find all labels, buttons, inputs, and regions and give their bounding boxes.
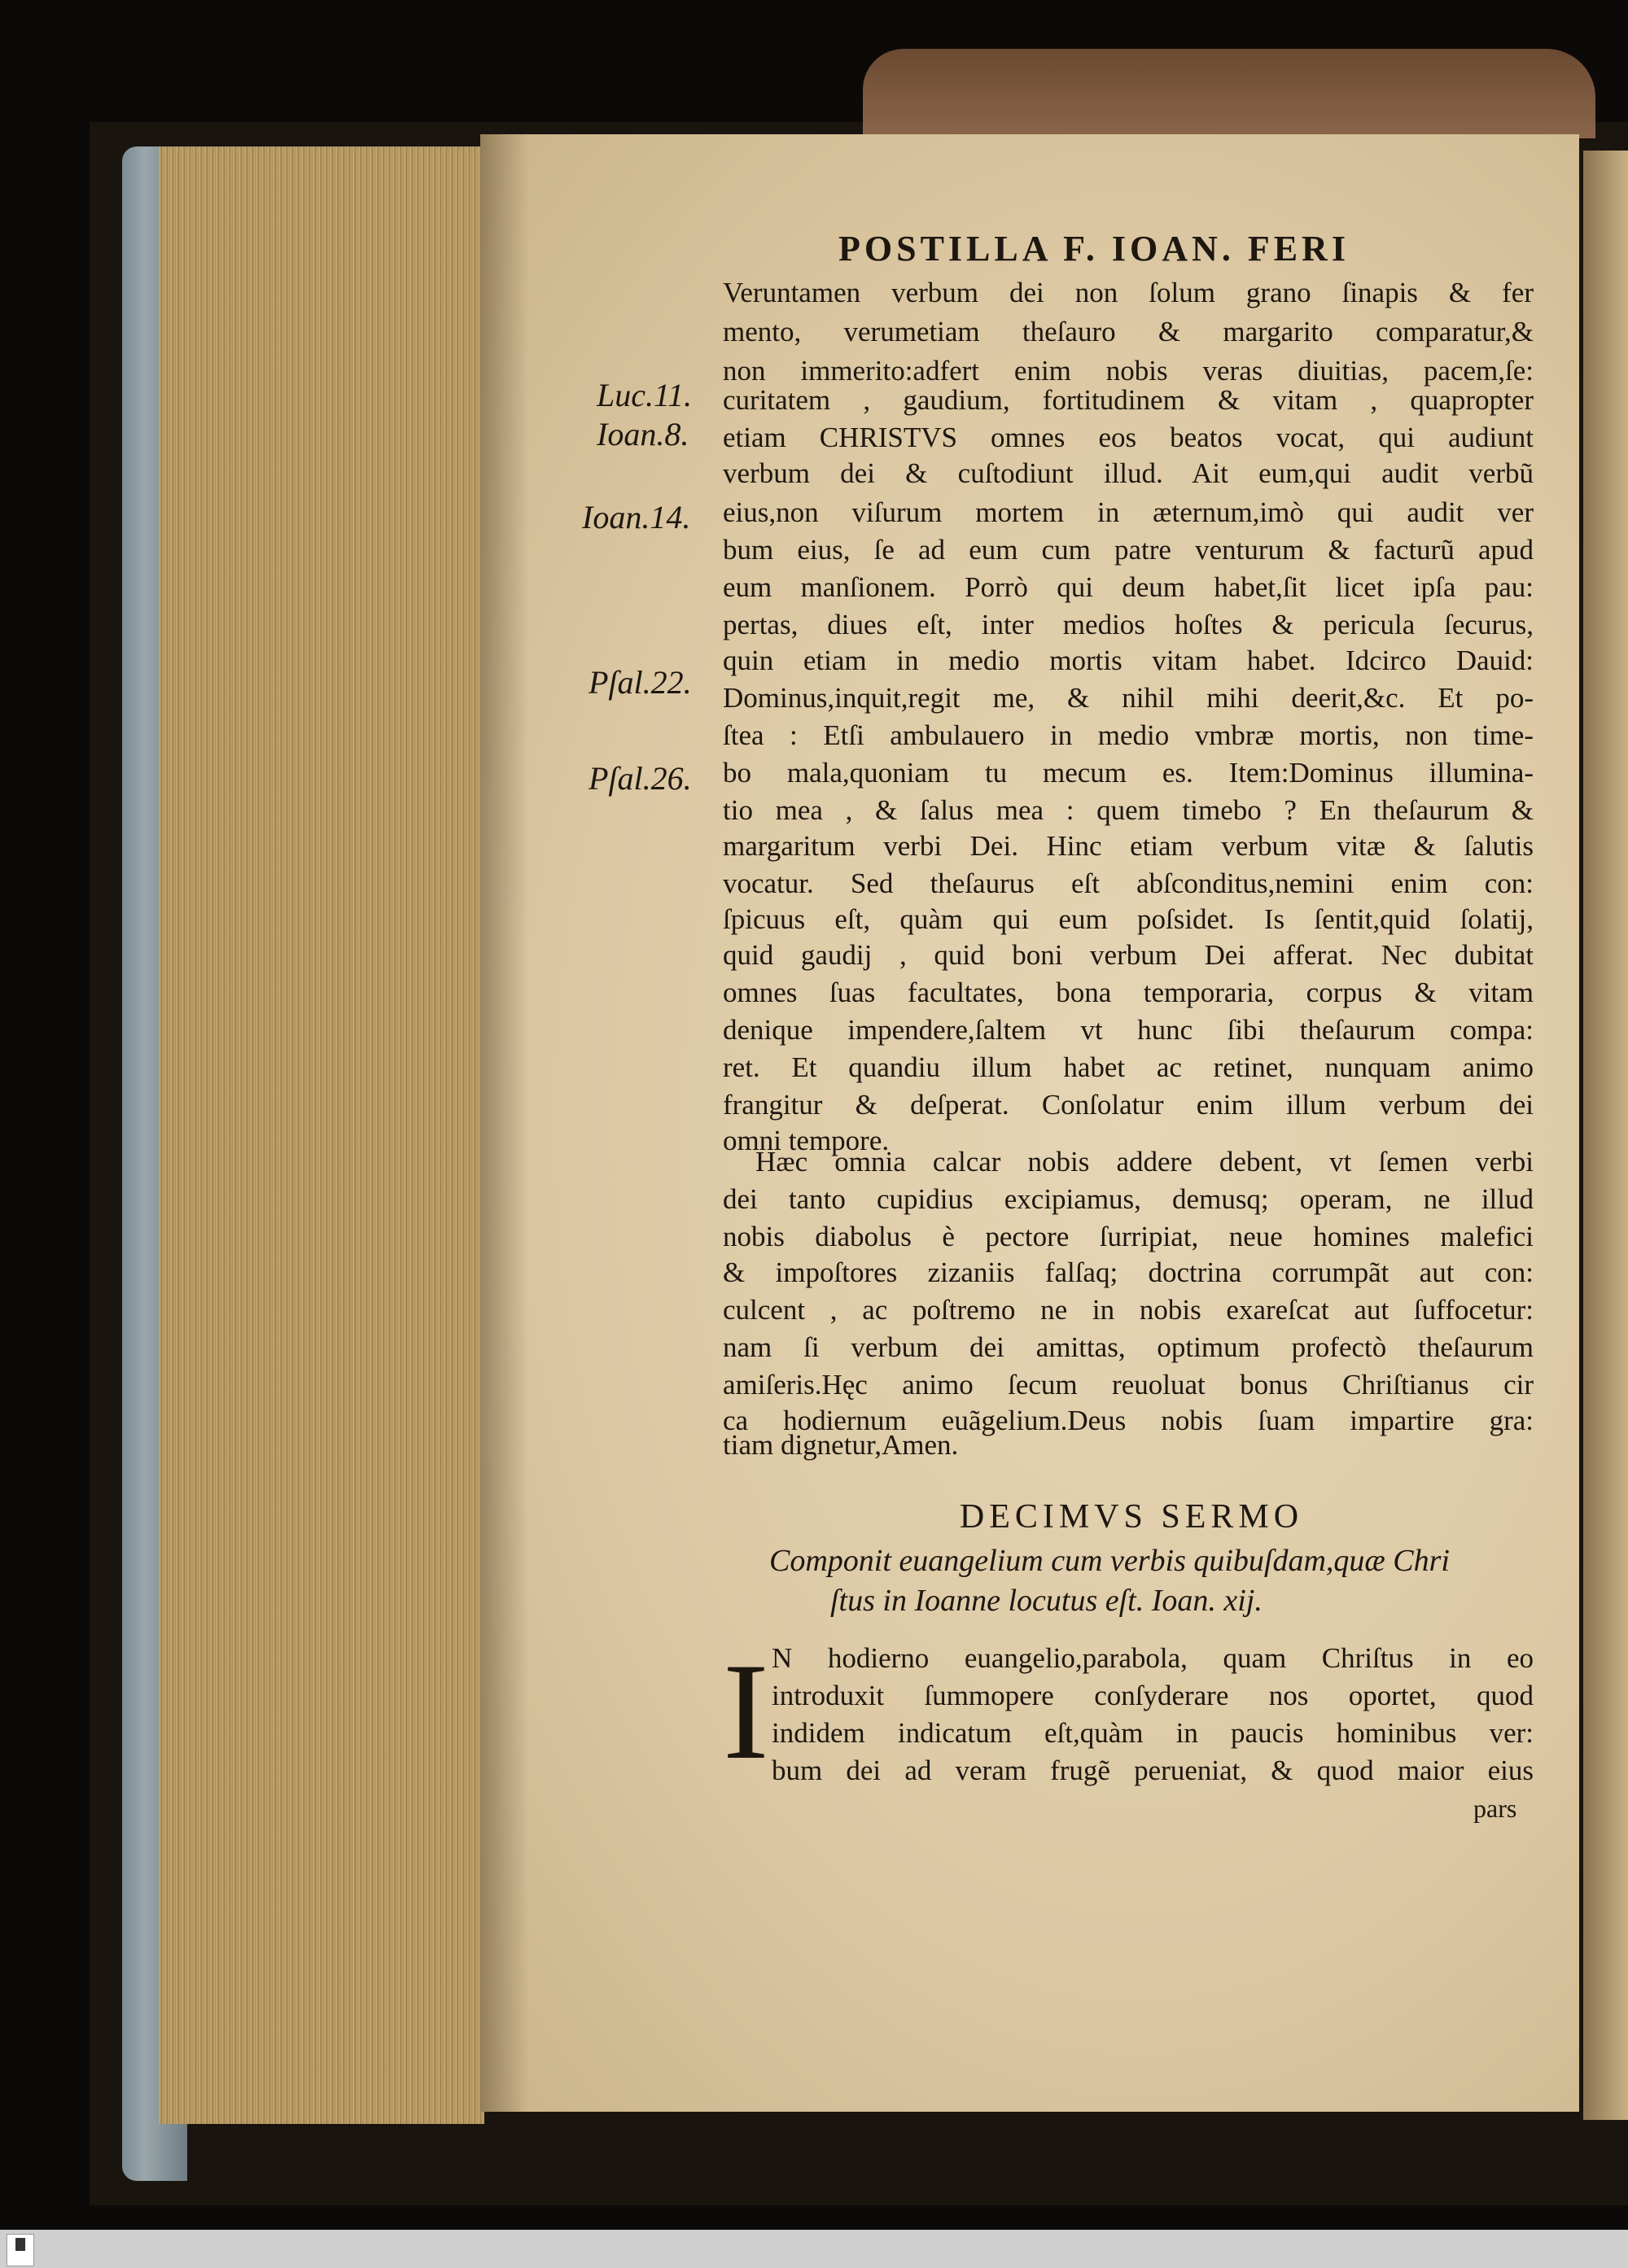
- text-line: etiam CHRISTVS omnes eos beatos vocat, qui audiunt: [723, 422, 1534, 453]
- text-line: verbum dei & cuſtodiunt illud. Ait eum,qui audit verbũ: [723, 457, 1534, 489]
- text-line: non immerito:adfert enim nobis veras diuitias, pacem,ſe:: [723, 355, 1534, 387]
- margin-note: Ioan.8.: [597, 416, 689, 452]
- sermon-summary-line: Componit euangelium cum verbis quibuſdam,quæ Chri: [769, 1544, 1450, 1578]
- margin-note: Pſal.22.: [589, 664, 692, 701]
- text-line: indidem indicatum eſt,quàm in paucis hominibus ver:: [772, 1717, 1534, 1749]
- text-line: pertas, diues eſt, inter medios hoſtes & pericula ſecurus,: [723, 609, 1534, 640]
- text-line: bum dei ad veram frugẽ perueniat, & quod maior eius: [772, 1755, 1534, 1786]
- text-line: quin etiam in medio mortis vitam habet. Idcirco Dauid:: [723, 645, 1534, 676]
- text-line: ret. Et quandiu illum habet ac retinet, nunquam animo: [723, 1051, 1534, 1083]
- text-line: omnes ſuas facultates, bona temporaria, corpus & vitam: [723, 977, 1534, 1008]
- text-line: omni tempore.: [723, 1125, 890, 1156]
- text-line: mento, verumetiam theſauro & margarito comparatur,&: [723, 316, 1534, 347]
- text-line: ſtea : Etſi ambulauero in medio vmbræ mortis, non time-: [723, 719, 1534, 751]
- viewer-footer-bar: [0, 2230, 1628, 2268]
- sermon-heading: DECIMVS SERMO: [959, 1498, 1304, 1536]
- text-line: dei tanto cupidius excipiamus, demusq; operam, ne illud: [723, 1183, 1534, 1215]
- text-line: curitatem , gaudium, fortitudinem & vitam , quapropter: [723, 384, 1534, 416]
- text-line: ſpicuus eſt, quàm qui eum poſsidet. Is ſentit,quid ſolatij,: [723, 903, 1534, 935]
- leather-binding-top: [863, 49, 1595, 138]
- text-line: Hæc omnia calcar nobis addere debent, vt ſemen verbi: [755, 1146, 1534, 1178]
- margin-note: Ioan.14.: [582, 499, 691, 535]
- text-line: N hodierno euangelio,parabola, quam Chriſtus in eo: [772, 1642, 1534, 1674]
- text-line: tiam dignetur,Amen.: [723, 1429, 959, 1461]
- text-line: tio mea , & ſalus mea : quem timebo ? En theſaurum &: [723, 794, 1534, 826]
- text-line: denique impendere,ſaltem vt hunc ſibi theſaurum compa:: [723, 1014, 1534, 1046]
- margin-note: Luc.11.: [597, 377, 693, 413]
- text-line: eius,non viſurum mortem in æternum,imò qui audit ver: [723, 496, 1534, 528]
- text-line: & impoſtores zizaniis falſaq; doctrina corrumpãt aut con:: [723, 1256, 1534, 1288]
- text-line: culcent , ac poſtremo ne in nobis exareſcat aut ſuffocetur:: [723, 1294, 1534, 1326]
- text-line: Dominus,inquit,regit me, & nihil mihi deerit,&c. Et po-: [723, 682, 1534, 714]
- text-line: Veruntamen verbum dei non ſolum grano ſinapis & fer: [723, 277, 1534, 308]
- page-block-edges: [159, 146, 484, 2124]
- library-logo-icon: [7, 2234, 34, 2266]
- running-head: POSTILLA F. IOAN. FERI: [838, 229, 1350, 269]
- text-line: ca hodiernum euãgelium.Deus nobis ſuam impartire gra:: [723, 1405, 1534, 1436]
- text-line: bo mala,quoniam tu mecum es. Item:Dominus illumina-: [723, 757, 1534, 789]
- spine-fold-shadow: [480, 134, 529, 2112]
- text-line: introduxit ſummopere conſyderare nos oportet, quod: [772, 1680, 1534, 1711]
- catchword: pars: [1473, 1794, 1517, 1823]
- facing-page-edge: [1583, 151, 1628, 2120]
- text-line: margaritum verbi Dei. Hinc etiam verbum vitæ & ſalutis: [723, 830, 1534, 862]
- text-line: frangitur & deſperat. Conſolatur enim illum verbum dei: [723, 1089, 1534, 1121]
- tower-icon: [15, 2238, 25, 2251]
- text-line: vocatur. Sed theſaurus eſt abſconditus,nemini enim con:: [723, 867, 1534, 899]
- sermon-summary-line: ſtus in Ioanne locutus eſt. Ioan. xij.: [830, 1584, 1263, 1618]
- text-line: amiſeris.Hęc animo ſecum reuoluat bonus Chriſtianus cir: [723, 1369, 1534, 1401]
- text-line: nobis diabolus è pectore ſurripiat, neue homines malefici: [723, 1221, 1534, 1252]
- text-line: bum eius, ſe ad eum cum patre venturum & facturũ apud: [723, 534, 1534, 566]
- text-line: quid gaudij , quid boni verbum Dei afferat. Nec dubitat: [723, 939, 1534, 971]
- text-line: nam ſi verbum dei amittas, optimum profectò theſaurum: [723, 1331, 1534, 1363]
- text-line: eum manſionem. Porrò qui deum habet,ſit licet ipſa pau:: [723, 571, 1534, 603]
- margin-note: Pſal.26.: [589, 760, 692, 797]
- drop-cap: I: [723, 1635, 769, 1788]
